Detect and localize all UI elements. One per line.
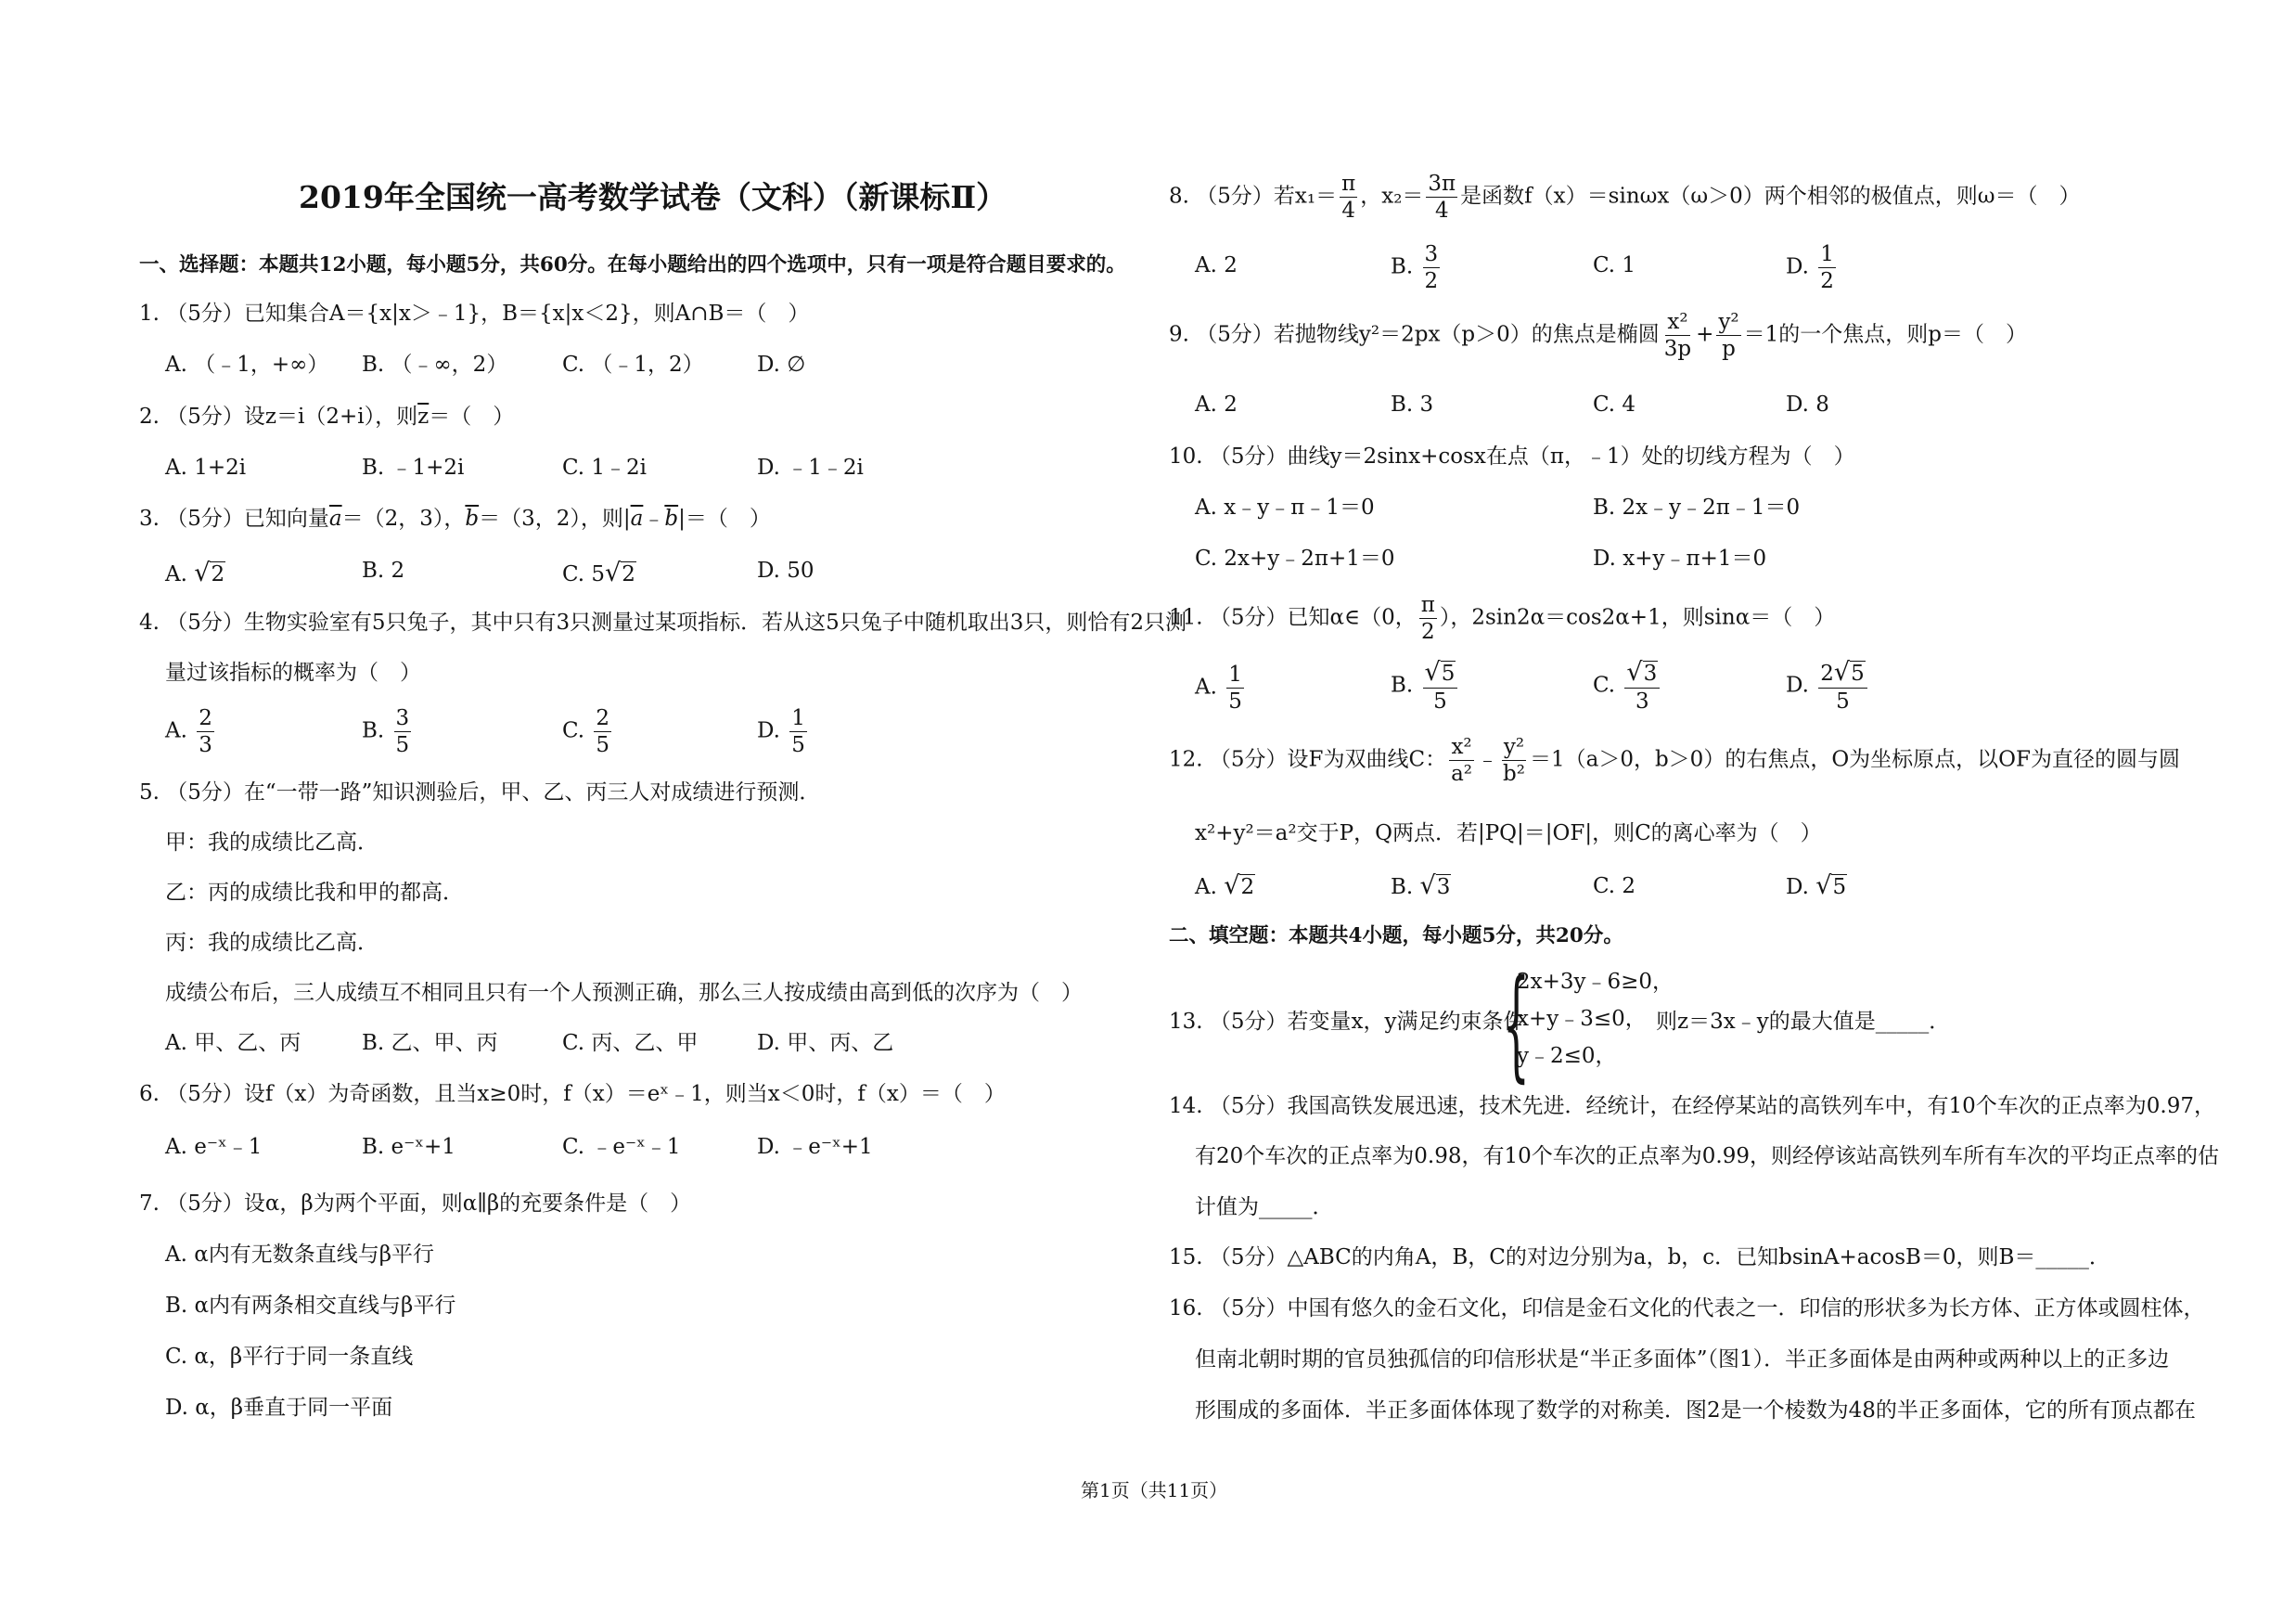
answer-blank: _____ <box>1875 1010 1930 1034</box>
option-b: B. 2 <box>362 559 405 583</box>
numerator: 1 <box>1818 243 1836 268</box>
question-answer <box>1656 1011 1950 1033</box>
denominator: 4 <box>1434 199 1449 224</box>
question-stem-line: 量过该指标的概率为（ ） <box>165 661 421 685</box>
denominator: 3 <box>199 733 212 758</box>
question-stem: 5. （5分）在“一带一路”知识测验后，甲、乙、丙三人对成绩进行预测． <box>139 780 821 805</box>
sqrt: √2 <box>605 559 635 587</box>
numerator: 2 <box>594 707 611 732</box>
question-stem <box>1169 736 2180 785</box>
numerator: 2 <box>197 707 214 732</box>
vector-b: $\overline{b}$ <box>664 507 679 531</box>
question-stem-line: 但南北朝时期的官员独孤信的印信形状是“半正多面体”（图1）．半正多面体是由两种或两种以上的正多边 <box>1195 1347 2170 1372</box>
stem-text: ＝1（a＞0，b＞0）的右焦点，O为坐标原点，以OF为直径的圆与圆 <box>1529 747 2180 772</box>
page-number: 第1页（共11页） <box>1081 1479 1228 1501</box>
numerator: π <box>1340 173 1357 198</box>
sqrt: √2 <box>194 559 225 587</box>
option-label: B. <box>1391 673 1420 698</box>
option-a: A. （﹣1，+∞） <box>165 353 329 377</box>
vector-a: $\overline{a}$ <box>630 507 644 531</box>
numerator: π <box>1419 594 1437 619</box>
option-b: B. e⁻ˣ+1 <box>362 1135 455 1159</box>
option-a <box>165 560 225 586</box>
option-b <box>1391 873 1451 898</box>
option-c: C. 4 <box>1593 393 1636 417</box>
option-b <box>1391 660 1460 713</box>
option-label: D. <box>1786 254 1816 279</box>
sqrt: √5 <box>1815 871 1847 900</box>
stem-text: 是函数f（x）＝sinωx（ω＞0）两个相邻的极值点，则ω＝（ ） <box>1460 184 2081 209</box>
constraint-brace: { <box>1503 953 1530 1094</box>
option-b: B. α内有两条相交直线与β平行 <box>165 1294 456 1318</box>
option-a: A. x﹣y﹣π﹣1＝0 <box>1195 496 1375 520</box>
stem-text: ﹣ <box>643 507 665 531</box>
option-d: D. α，β垂直于同一平面 <box>165 1396 393 1420</box>
question-stem-line: 有20个车次的正点率为0.98，有10个车次的正点率为0.99，则经停该站高铁列车所有车次的平均正点率的估 <box>1195 1144 2219 1168</box>
denominator: p <box>1722 337 1736 362</box>
section-heading-fill: 二、填空题：本题共4小题，每小题5分，共20分。 <box>1169 924 1623 947</box>
constraint-3: y﹣2≤0， <box>1517 1044 1617 1068</box>
fraction <box>1501 736 1527 785</box>
denominator: 3 <box>1635 689 1649 715</box>
option-label: B. <box>1391 254 1420 279</box>
question-stem-line: 16. （5分）中国有悠久的金石文化，印信是金石文化的代表之一．印信的形状多为长方体、正方体或圆柱体， <box>1169 1296 2205 1320</box>
numerator: y² <box>1502 736 1526 761</box>
denominator: a² <box>1451 762 1473 787</box>
option-label: C. 5 <box>562 562 606 586</box>
fraction <box>1449 736 1474 785</box>
option-a: A. 甲、乙、丙 <box>165 1031 301 1055</box>
option-c: C. 2 <box>1593 874 1636 898</box>
numerator: 3 <box>1423 243 1441 268</box>
numerator: 3π <box>1426 173 1457 198</box>
question-stem-line: 14. （5分）我国高铁发展迅速，技术先进．经统计，在经停某站的高铁列车中，有10个车次的正点率为0.97， <box>1169 1094 2215 1118</box>
option-d: D. ﹣1﹣2i <box>757 456 864 480</box>
option-label: D. <box>1786 875 1816 899</box>
stem-text: |＝（ ） <box>678 507 771 531</box>
radicand: 5 <box>1851 662 1865 686</box>
numerator: 1 <box>1226 663 1244 689</box>
option-d: D. ﹣e⁻ˣ+1 <box>757 1135 873 1159</box>
option-c: C. α，β平行于同一条直线 <box>165 1345 414 1369</box>
question-stem: 15. （5分）△ABC的内角A，B，C的对边分别为a，b，c．已知bsinA+acosB＝0，则B＝_____． <box>1169 1245 2110 1269</box>
stem-text: 12. （5分）设F为双曲线C： <box>1169 747 1447 772</box>
option-b: B. 乙、甲、丙 <box>362 1031 498 1055</box>
stem-text: 8. （5分）若x₁＝ <box>1169 184 1338 209</box>
fraction <box>1423 660 1458 713</box>
option-label: D. <box>757 718 788 743</box>
numerator <box>1818 660 1867 689</box>
question-stem: 1. （5分）已知集合A＝{x|x＞﹣1}，B＝{x|x＜2}，则A∩B＝（ ） <box>139 302 810 326</box>
section-heading-choice: 一、选择题：本题共12小题，每小题5分，共60分。在每小题给出的四个选项中，只有一项是符合题目要求的。 <box>139 253 1126 277</box>
stem-text: ＝（2，3）， <box>341 507 466 531</box>
question-stem <box>1169 173 2081 222</box>
option-d: D. 甲、丙、乙 <box>757 1031 894 1055</box>
constraint-1: 2x+3y﹣6≥0， <box>1517 970 1674 994</box>
vector-b: $\overline{b}$ <box>465 507 480 531</box>
option-b: B. （﹣∞，2） <box>362 353 508 377</box>
statement-yi: 乙：丙的成绩比我和甲的都高． <box>165 881 464 905</box>
question-stem: 7. （5分）设α，β为两个平面，则α∥β的充要条件是（ ） <box>139 1191 692 1216</box>
question-stem <box>1169 594 1835 643</box>
stem-text: 则z＝3x﹣y的最大值是 <box>1656 1010 1876 1034</box>
fraction <box>1716 311 1740 360</box>
denominator: 5 <box>596 733 610 758</box>
option-b: B. 3 <box>1391 393 1434 417</box>
option-b <box>1391 243 1443 292</box>
radicand: 3 <box>1436 875 1451 899</box>
question-stem: 13. （5分）若变量x，y满足约束条件 <box>1169 1010 1525 1034</box>
fraction <box>1426 173 1457 222</box>
option-a <box>165 707 217 756</box>
option-label: B. <box>1391 875 1420 899</box>
denominator: 2 <box>1820 269 1834 294</box>
stem-text: ），2sin2α＝cos2α+1，则sinα＝（ ） <box>1439 605 1836 630</box>
denominator: 5 <box>791 733 805 758</box>
page-title: 2019年全国统一高考数学试卷（文科）（新课标Ⅱ） <box>299 179 1007 215</box>
option-d <box>1786 660 1870 713</box>
radicand: 5 <box>1441 662 1456 686</box>
numerator <box>1624 660 1660 689</box>
stem-text: ． <box>1929 1010 1951 1034</box>
option-d: D. x+y﹣π+1＝0 <box>1593 547 1767 571</box>
question-stem-line: 4. （5分）生物实验室有5只兔子，其中只有3只测量过某项指标．若从这5只兔子中随机取出3只，则恰有2只测 <box>139 611 1187 635</box>
stem-text: ＝1的一个焦点，则p＝（ ） <box>1743 322 2028 347</box>
option-d: D. ∅ <box>757 353 806 377</box>
denominator: 2 <box>1424 269 1439 294</box>
stem-text: ，x₂＝ <box>1360 184 1424 209</box>
statement-bing: 丙：我的成绩比乙高． <box>165 931 378 955</box>
fraction <box>1624 660 1660 713</box>
sqrt: √3 <box>1419 871 1451 900</box>
fraction <box>1340 173 1357 222</box>
numerator: 3 <box>394 707 412 732</box>
option-d <box>1786 243 1839 292</box>
option-a: A. 2 <box>1195 393 1238 417</box>
option-a: A. e⁻ˣ﹣1 <box>165 1135 263 1159</box>
option-a: A. 1+2i <box>165 456 247 480</box>
stem-text: ＝（ ） <box>429 405 515 429</box>
question-stem <box>1169 311 2027 360</box>
option-c: C. 1﹣2i <box>562 456 648 480</box>
stem-text: 3. （5分）已知向量 <box>139 507 329 531</box>
radicand: 2 <box>1240 875 1255 899</box>
option-d <box>1786 873 1847 898</box>
denominator: 5 <box>395 733 410 758</box>
option-c <box>1593 660 1662 713</box>
fraction <box>1226 663 1244 713</box>
numerator <box>1423 660 1458 689</box>
question-stem: 6. （5分）设f（x）为奇函数，且当x≥0时，f（x）＝eˣ﹣1，则当x＜0时，f（x）＝（ ） <box>139 1082 1006 1106</box>
stem-text: 2. （5分）设z＝i（2+i），则 <box>139 405 418 429</box>
constraint-2: x+y﹣3≤0， <box>1517 1007 1647 1031</box>
option-d: D. 50 <box>757 559 815 583</box>
option-c <box>562 560 636 586</box>
radicand: 2 <box>211 562 225 586</box>
fraction <box>789 707 807 756</box>
option-b <box>362 707 414 756</box>
denominator: 3p <box>1663 337 1692 362</box>
sqrt: √2 <box>1224 871 1255 900</box>
option-b: B. 2x﹣y﹣2π﹣1＝0 <box>1593 496 1801 520</box>
option-c: C. （﹣1，2） <box>562 353 704 377</box>
fraction <box>1662 311 1693 360</box>
question-stem-line: 计值为_____． <box>1195 1195 1334 1219</box>
stem-text: 11. （5分）已知α∈（0， <box>1169 605 1417 630</box>
option-c: C. 1 <box>1593 253 1636 277</box>
option-d <box>757 707 810 756</box>
fraction <box>1818 243 1836 292</box>
minus-sign: ﹣ <box>1477 747 1499 772</box>
plus-sign: + <box>1696 322 1714 347</box>
numerator: x² <box>1665 311 1689 336</box>
option-c: C. 丙、乙、甲 <box>562 1031 699 1055</box>
option-label: B. <box>362 718 391 743</box>
denominator: 2 <box>1420 620 1435 645</box>
statement-jia: 甲：我的成绩比乙高． <box>165 831 378 855</box>
fraction <box>594 707 611 756</box>
option-c: C. 2x+y﹣2π+1＝0 <box>1195 547 1395 571</box>
fraction <box>197 707 214 756</box>
option-label: A. <box>1195 875 1225 899</box>
numerator: y² <box>1716 311 1740 336</box>
sqrt: √5 <box>1424 658 1456 687</box>
option-a <box>1195 663 1247 713</box>
radicand: 2 <box>622 562 635 586</box>
question-stem-line: x²+y²＝a²交于P，Q两点．若|PQ|＝|OF|，则C的离心率为（ ） <box>1195 821 1822 845</box>
denominator: 5 <box>1836 689 1850 715</box>
radicand: 3 <box>1643 662 1658 686</box>
fraction <box>1423 243 1441 292</box>
option-b: B. ﹣1+2i <box>362 456 465 480</box>
vector-a: $\overline{a}$ <box>328 507 342 531</box>
radicand: 5 <box>1832 875 1847 899</box>
option-label: A. <box>1195 675 1225 700</box>
option-a: A. 2 <box>1195 253 1238 277</box>
sqrt: √5 <box>1833 658 1865 687</box>
option-label: C. <box>1593 673 1623 698</box>
option-c: C. ﹣e⁻ˣ﹣1 <box>562 1135 681 1159</box>
fraction <box>394 707 412 756</box>
option-a <box>1195 873 1255 898</box>
stem-text: 9. （5分）若抛物线y²＝2px（p＞0）的焦点是椭圆 <box>1169 322 1660 347</box>
coefficient: 2 <box>1820 662 1834 686</box>
question-stem <box>139 406 514 428</box>
option-a: A. α内有无数条直线与β平行 <box>165 1243 435 1267</box>
option-c <box>562 707 614 756</box>
question-stem: 10. （5分）曲线y＝2sinx+cosx在点（π，﹣1）处的切线方程为（ ） <box>1169 444 1855 469</box>
option-label: A. <box>165 562 195 586</box>
question-stem-line: 形围成的多面体．半正多面体体现了数学的对称美．图2是一个棱数为48的半正多面体，它的所有顶点都在 <box>1195 1398 2196 1423</box>
z-conjugate: $\overline{z}$ <box>417 405 430 429</box>
option-label: A. <box>165 718 195 743</box>
fraction <box>1818 660 1867 713</box>
option-label: C. <box>562 718 592 743</box>
sqrt: √3 <box>1626 658 1658 687</box>
question-prompt: 成绩公布后，三人成绩互不相同且只有一个人预测正确，那么三人按成绩由高到低的次序为（ ） <box>165 981 1083 1005</box>
numerator: 1 <box>789 707 807 732</box>
option-d: D. 8 <box>1786 393 1829 417</box>
denominator: b² <box>1503 762 1525 787</box>
denominator: 4 <box>1341 199 1355 224</box>
numerator: x² <box>1449 736 1473 761</box>
stem-text: ＝（3，2），则| <box>479 507 631 531</box>
option-label: D. <box>1786 673 1816 698</box>
denominator: 5 <box>1433 689 1447 715</box>
question-stem <box>139 509 771 530</box>
denominator: 5 <box>1228 689 1242 715</box>
fraction <box>1419 594 1437 643</box>
